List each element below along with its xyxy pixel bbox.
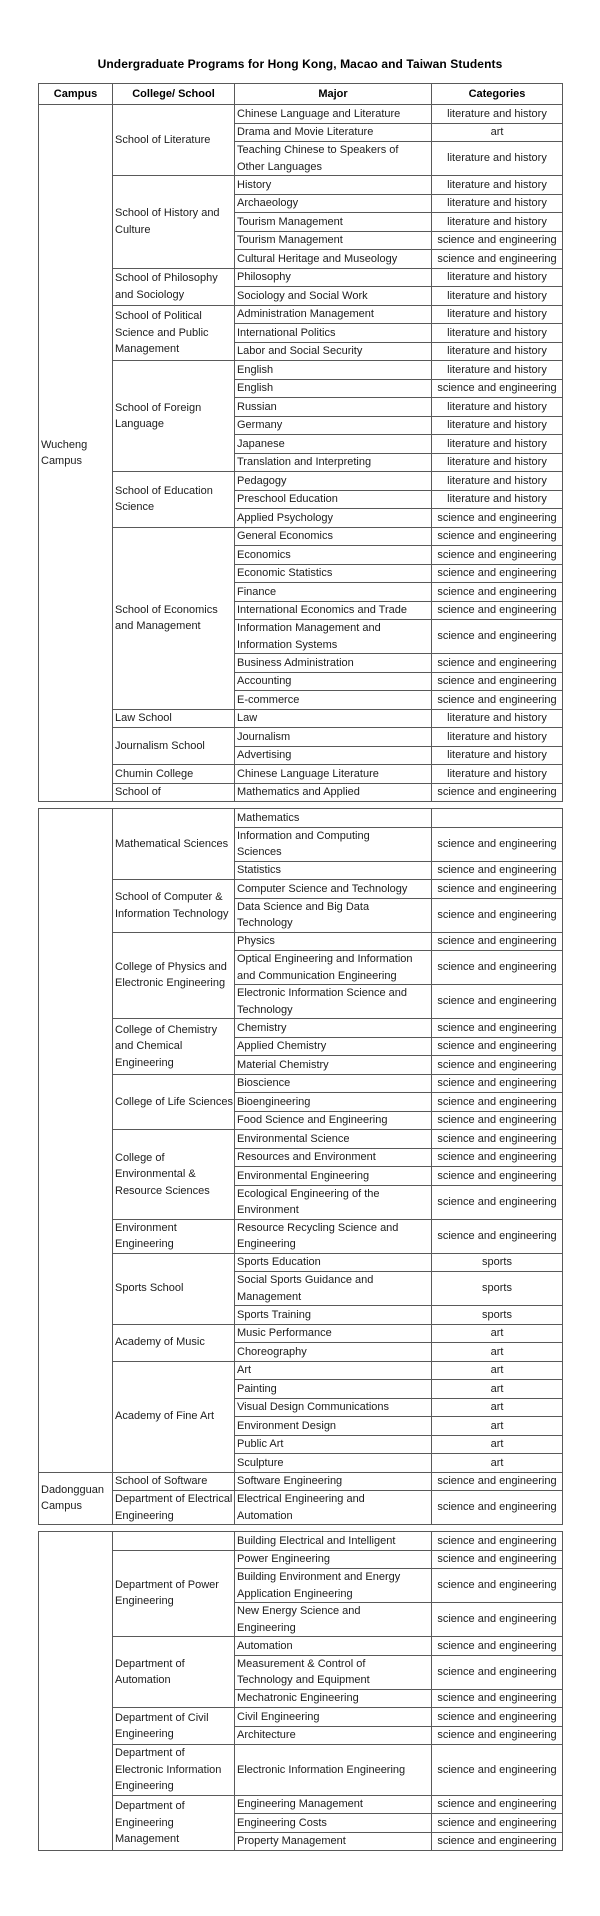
header-row <box>39 84 563 105</box>
category-cell: literature and history <box>432 142 563 176</box>
category-cell: art <box>432 1324 563 1343</box>
category-cell: science and engineering <box>432 509 563 528</box>
category-cell: science and engineering <box>432 1219 563 1253</box>
college-cell: Academy of Music <box>113 1324 235 1361</box>
college-cell: College of Physics and Electronic Engineering <box>113 932 235 1019</box>
campus-cell: Dadongguan Campus <box>39 1472 113 1525</box>
campus-cell: Wucheng Campus <box>39 105 113 802</box>
category-cell: sports <box>432 1272 563 1306</box>
major-cell: Resource Recycling Science and Engineering <box>235 1219 432 1253</box>
category-cell: literature and history <box>432 746 563 765</box>
major-cell: Germany <box>235 416 432 435</box>
major-cell: International Economics and Trade <box>235 601 432 620</box>
major-cell: Civil Engineering <box>235 1708 432 1727</box>
major-cell: Material Chemistry <box>235 1056 432 1075</box>
category-cell: science and engineering <box>432 1185 563 1219</box>
major-cell: Sociology and Social Work <box>235 287 432 306</box>
college-cell: Academy of Fine Art <box>113 1361 235 1472</box>
major-cell: Food Science and Engineering <box>235 1111 432 1130</box>
category-cell: art <box>432 1417 563 1436</box>
college-cell: Journalism School <box>113 728 235 765</box>
programs-table <box>0 83 600 1851</box>
college-cell: School of Foreign Language <box>113 361 235 472</box>
category-cell: science and engineering <box>432 1637 563 1656</box>
major-cell: Social Sports Guidance and Management <box>235 1272 432 1306</box>
category-cell: science and engineering <box>432 1472 563 1491</box>
category-cell: literature and history <box>432 765 563 784</box>
category-cell: literature and history <box>432 324 563 343</box>
category-cell: science and engineering <box>432 1550 563 1569</box>
major-cell: Chinese Language Literature <box>235 765 432 784</box>
major-cell: E-commerce <box>235 691 432 710</box>
category-cell: science and engineering <box>432 1708 563 1727</box>
category-cell: science and engineering <box>432 379 563 398</box>
category-cell: literature and history <box>432 287 563 306</box>
category-cell: science and engineering <box>432 1726 563 1745</box>
major-cell: Information Management and Information Systems <box>235 620 432 654</box>
major-cell: Environmental Science <box>235 1130 432 1149</box>
table-row <box>39 765 563 784</box>
table-row <box>39 361 563 380</box>
major-cell: Resources and Environment <box>235 1148 432 1167</box>
category-cell: science and engineering <box>432 1167 563 1186</box>
category-cell: science and engineering <box>432 231 563 250</box>
college-cell: Department of Power Engineering <box>113 1550 235 1637</box>
table-row <box>39 1532 563 1551</box>
major-cell: Art <box>235 1361 432 1380</box>
major-cell: Bioscience <box>235 1074 432 1093</box>
table-row <box>39 1491 563 1525</box>
category-cell: science and engineering <box>432 1603 563 1637</box>
table-row <box>39 880 563 899</box>
major-cell: Chemistry <box>235 1019 432 1038</box>
category-cell: science and engineering <box>432 1037 563 1056</box>
major-cell: Applied Psychology <box>235 509 432 528</box>
college-cell: Environment Engineering <box>113 1219 235 1253</box>
college-cell: School of <box>113 783 235 802</box>
college-cell: Department of Electronic Information Engineering <box>113 1745 235 1796</box>
table-row <box>39 268 563 287</box>
major-cell: Power Engineering <box>235 1550 432 1569</box>
category-cell: science and engineering <box>432 1056 563 1075</box>
major-cell: Automation <box>235 1637 432 1656</box>
college-cell: Chumin College <box>113 765 235 784</box>
major-cell: Preschool Education <box>235 490 432 509</box>
category-cell: literature and history <box>432 361 563 380</box>
column-header-college: College/ School <box>113 84 235 105</box>
major-cell: Sculpture <box>235 1454 432 1473</box>
category-cell: literature and history <box>432 305 563 324</box>
major-cell: Environmental Engineering <box>235 1167 432 1186</box>
category-cell: science and engineering <box>432 691 563 710</box>
category-cell: literature and history <box>432 268 563 287</box>
major-cell: Software Engineering <box>235 1472 432 1491</box>
column-header-campus: Campus <box>39 84 113 105</box>
category-cell: science and engineering <box>432 1093 563 1112</box>
major-cell: Pedagogy <box>235 472 432 491</box>
table-row <box>39 1550 563 1569</box>
category-cell: science and engineering <box>432 898 563 932</box>
major-cell: Administration Management <box>235 305 432 324</box>
category-cell: science and engineering <box>432 1745 563 1796</box>
college-cell: Department of Civil Engineering <box>113 1708 235 1745</box>
category-cell: literature and history <box>432 490 563 509</box>
table-row <box>39 176 563 195</box>
major-cell: Chinese Language and Literature <box>235 105 432 124</box>
category-cell: science and engineering <box>432 583 563 602</box>
category-cell: science and engineering <box>432 1814 563 1833</box>
category-cell: literature and history <box>432 105 563 124</box>
college-cell <box>113 1532 235 1551</box>
table-row <box>39 809 563 828</box>
table-row <box>39 932 563 951</box>
category-cell: science and engineering <box>432 601 563 620</box>
major-cell: International Politics <box>235 324 432 343</box>
college-cell: Mathematical Sciences <box>113 809 235 880</box>
category-cell: science and engineering <box>432 1832 563 1851</box>
college-cell: School of Economics and Management <box>113 527 235 709</box>
major-cell: Mechatronic Engineering <box>235 1689 432 1708</box>
category-cell: art <box>432 1380 563 1399</box>
category-cell: art <box>432 1343 563 1362</box>
category-cell: science and engineering <box>432 1074 563 1093</box>
major-cell: Engineering Management <box>235 1795 432 1814</box>
college-cell: Law School <box>113 709 235 728</box>
category-cell: science and engineering <box>432 1130 563 1149</box>
table-row <box>39 1219 563 1253</box>
category-cell: science and engineering <box>432 932 563 951</box>
category-cell: science and engineering <box>432 1491 563 1525</box>
college-cell: Department of Engineering Management <box>113 1795 235 1851</box>
table-row <box>39 1708 563 1727</box>
major-cell: Electronic Information Science and Technology <box>235 985 432 1019</box>
category-cell: science and engineering <box>432 672 563 691</box>
major-cell: Accounting <box>235 672 432 691</box>
college-cell: College of Life Sciences <box>113 1074 235 1130</box>
category-cell: science and engineering <box>432 1532 563 1551</box>
category-cell: science and engineering <box>432 1655 563 1689</box>
category-cell: literature and history <box>432 416 563 435</box>
major-cell: Computer Science and Technology <box>235 880 432 899</box>
major-cell: New Energy Science and Engineering <box>235 1603 432 1637</box>
category-cell: art <box>432 1435 563 1454</box>
category-cell: literature and history <box>432 435 563 454</box>
category-cell: literature and history <box>432 194 563 213</box>
category-cell: literature and history <box>432 342 563 361</box>
table-row <box>39 1795 563 1814</box>
college-cell: College of Environmental & Resource Sciences <box>113 1130 235 1220</box>
category-cell: sports <box>432 1253 563 1272</box>
major-cell: Electrical Engineering and Automation <box>235 1491 432 1525</box>
college-cell: School of Software <box>113 1472 235 1491</box>
column-header-major: Major <box>235 84 432 105</box>
table-row <box>39 1472 563 1491</box>
major-cell: Optical Engineering and Information and Communication Engineering <box>235 951 432 985</box>
category-cell: science and engineering <box>432 783 563 802</box>
category-cell: literature and history <box>432 709 563 728</box>
major-cell: Economic Statistics <box>235 564 432 583</box>
college-cell: Department of Automation <box>113 1637 235 1708</box>
category-cell: science and engineering <box>432 861 563 880</box>
major-cell: Journalism <box>235 728 432 747</box>
major-cell: Cultural Heritage and Museology <box>235 250 432 269</box>
major-cell: Building Electrical and Intelligent <box>235 1532 432 1551</box>
college-cell: Department of Electrical Engineering <box>113 1491 235 1525</box>
major-cell: English <box>235 379 432 398</box>
category-cell: science and engineering <box>432 1148 563 1167</box>
major-cell: Bioengineering <box>235 1093 432 1112</box>
major-cell: General Economics <box>235 527 432 546</box>
college-cell: School of Literature <box>113 105 235 176</box>
college-cell: School of History and Culture <box>113 176 235 269</box>
table-row <box>39 305 563 324</box>
major-cell: Law <box>235 709 432 728</box>
category-cell: literature and history <box>432 398 563 417</box>
category-cell: science and engineering <box>432 527 563 546</box>
major-cell: Electronic Information Engineering <box>235 1745 432 1796</box>
major-cell: Property Management <box>235 1832 432 1851</box>
category-cell: literature and history <box>432 472 563 491</box>
major-cell: Data Science and Big Data Technology <box>235 898 432 932</box>
major-cell: Teaching Chinese to Speakers of Other Languages <box>235 142 432 176</box>
college-cell: School of Education Science <box>113 472 235 528</box>
table-row <box>39 709 563 728</box>
category-cell: science and engineering <box>432 880 563 899</box>
category-cell: art <box>432 1454 563 1473</box>
major-cell: Translation and Interpreting <box>235 453 432 472</box>
major-cell: Tourism Management <box>235 231 432 250</box>
major-cell: Engineering Costs <box>235 1814 432 1833</box>
major-cell: Drama and Movie Literature <box>235 123 432 142</box>
page-title: Undergraduate Programs for Hong Kong, Macao and Taiwan Students <box>97 57 503 71</box>
column-header-categories: Categories <box>432 84 563 105</box>
major-cell: Building Environment and Energy Application Engineering <box>235 1569 432 1603</box>
category-cell: literature and history <box>432 176 563 195</box>
major-cell: History <box>235 176 432 195</box>
category-cell: science and engineering <box>432 654 563 673</box>
category-cell: science and engineering <box>432 1111 563 1130</box>
major-cell: Business Administration <box>235 654 432 673</box>
major-cell: Choreography <box>235 1343 432 1362</box>
category-cell: science and engineering <box>432 827 563 861</box>
category-cell: science and engineering <box>432 951 563 985</box>
major-cell: Russian <box>235 398 432 417</box>
major-cell: Mathematics and Applied <box>235 783 432 802</box>
major-cell: Sports Education <box>235 1253 432 1272</box>
major-cell: Advertising <box>235 746 432 765</box>
college-cell: School of Computer & Information Technology <box>113 880 235 933</box>
college-cell: School of Philosophy and Sociology <box>113 268 235 305</box>
college-cell: School of Political Science and Public Management <box>113 305 235 361</box>
major-cell: Labor and Social Security <box>235 342 432 361</box>
campus-cell <box>39 1532 113 1851</box>
category-cell: science and engineering <box>432 1795 563 1814</box>
major-cell: Economics <box>235 546 432 565</box>
major-cell: Information and Computing Sciences <box>235 827 432 861</box>
major-cell: Statistics <box>235 861 432 880</box>
major-cell: Architecture <box>235 1726 432 1745</box>
category-cell: science and engineering <box>432 1569 563 1603</box>
category-cell: science and engineering <box>432 985 563 1019</box>
table-row <box>39 1130 563 1149</box>
table-row <box>39 1253 563 1272</box>
category-cell: science and engineering <box>432 546 563 565</box>
table-row <box>39 1019 563 1038</box>
program-table-segment-1 <box>38 83 563 802</box>
major-cell: Archaeology <box>235 194 432 213</box>
table-row <box>39 472 563 491</box>
major-cell: Ecological Engineering of the Environment <box>235 1185 432 1219</box>
table-row <box>39 527 563 546</box>
category-cell: science and engineering <box>432 1019 563 1038</box>
category-cell: art <box>432 1398 563 1417</box>
major-cell: English <box>235 361 432 380</box>
major-cell: Physics <box>235 932 432 951</box>
major-cell: Painting <box>235 1380 432 1399</box>
category-cell: literature and history <box>432 728 563 747</box>
college-cell: Sports School <box>113 1253 235 1324</box>
major-cell: Philosophy <box>235 268 432 287</box>
category-cell: science and engineering <box>432 1689 563 1708</box>
major-cell: Environment Design <box>235 1417 432 1436</box>
major-cell: Measurement & Control of Technology and Equipment <box>235 1655 432 1689</box>
major-cell: Visual Design Communications <box>235 1398 432 1417</box>
category-cell: art <box>432 123 563 142</box>
category-cell: literature and history <box>432 213 563 232</box>
category-cell: sports <box>432 1306 563 1325</box>
category-cell: art <box>432 1361 563 1380</box>
major-cell: Public Art <box>235 1435 432 1454</box>
category-cell: science and engineering <box>432 620 563 654</box>
table-row <box>39 105 563 124</box>
campus-cell <box>39 809 113 1473</box>
major-cell: Tourism Management <box>235 213 432 232</box>
category-cell: science and engineering <box>432 564 563 583</box>
college-cell: College of Chemistry and Chemical Engineering <box>113 1019 235 1075</box>
major-cell: Sports Training <box>235 1306 432 1325</box>
program-table-segment-2 <box>38 808 563 1525</box>
major-cell: Music Performance <box>235 1324 432 1343</box>
category-cell: science and engineering <box>432 250 563 269</box>
category-cell: literature and history <box>432 453 563 472</box>
table-row <box>39 728 563 747</box>
table-row <box>39 1637 563 1656</box>
table-row <box>39 1074 563 1093</box>
table-row <box>39 1361 563 1380</box>
category-cell <box>432 809 563 828</box>
table-row <box>39 783 563 802</box>
program-table-segment-3 <box>38 1531 563 1851</box>
table-row <box>39 1324 563 1343</box>
major-cell: Finance <box>235 583 432 602</box>
major-cell: Japanese <box>235 435 432 454</box>
table-row <box>39 1745 563 1796</box>
major-cell: Mathematics <box>235 809 432 828</box>
major-cell: Applied Chemistry <box>235 1037 432 1056</box>
